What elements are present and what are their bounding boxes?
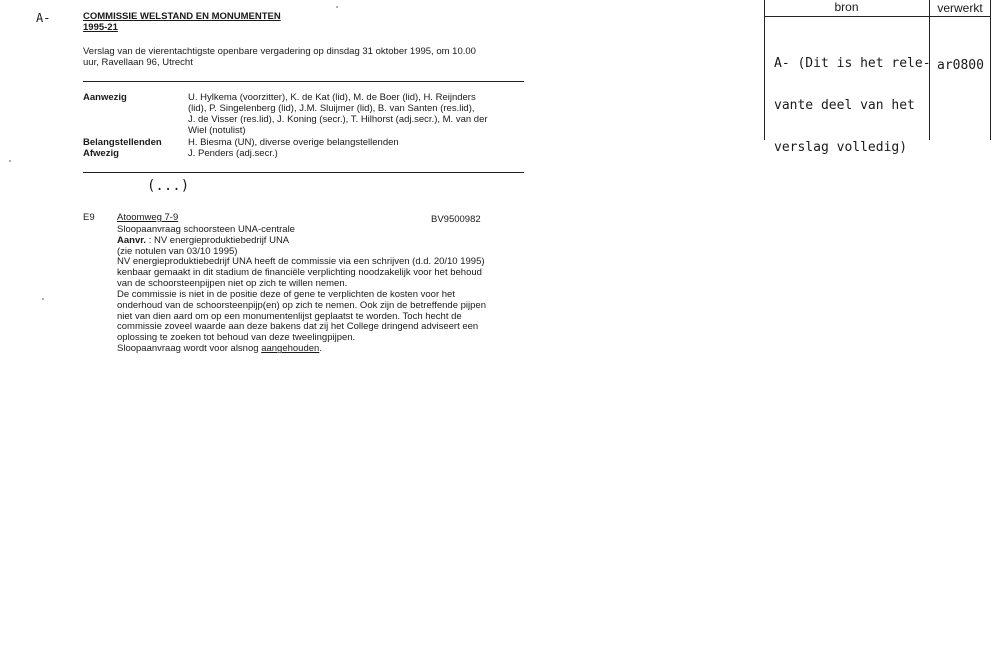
present-line: J. de Visser (res.lid), J. Koning (secr.), T. Hilhorst (adj.secr.), M. van der	[188, 114, 488, 125]
document-title: COMMISSIE WELSTAND EN MONUMENTEN	[83, 11, 281, 22]
scan-speck	[336, 6, 338, 8]
body-line: commissie zoveel waarde aan deze bakens dat zij het College dringend adviseert een	[117, 321, 479, 333]
item-subject: Sloopaanvraag schoorsteen UNA-centrale	[117, 224, 295, 235]
body-line: oplossing te zoeken tot behoud van deze tweelingpijpen.	[117, 332, 356, 344]
item-applicant	[117, 235, 289, 246]
intro-line-1: Verslag van de vierentachtigste openbare vergadering op dinsdag 31 oktober 1995, om 10.00	[83, 46, 476, 57]
processed-code: ar0800	[937, 58, 984, 73]
absent-label: Afwezig	[83, 148, 119, 159]
note-line: A- (Dit is het rele-	[774, 56, 931, 71]
item-body	[117, 257, 486, 355]
stakeholders-label: Belangstellenden	[83, 137, 162, 148]
item-code: E9	[83, 212, 95, 223]
body-line: De commissie is niet in de positie deze of gene te verplichten de kosten voor het	[117, 288, 455, 300]
item-address: Atoomweg 7-9	[117, 212, 179, 223]
note-line: verslag volledig)	[774, 140, 908, 155]
source-note	[774, 29, 931, 169]
scan-speck	[9, 160, 11, 162]
applicant-value: : NV energieproduktiebedrijf UNA	[148, 235, 290, 246]
conclusion-suffix: .	[319, 343, 322, 355]
scan-speck	[42, 298, 44, 300]
margin-mark: A-	[36, 11, 51, 25]
present-line: (lid), P. Singelenberg (lid), J.M. Sluijmer (lid), B. van Santen (res.lid),	[188, 103, 475, 114]
conclusion-line	[117, 344, 486, 355]
omission-marker: (...)	[147, 178, 190, 194]
applicant-label: Aanvr.	[117, 235, 147, 246]
present-label: Aanwezig	[83, 92, 127, 103]
table-header-line	[764, 16, 991, 17]
absent-value: J. Penders (adj.secr.)	[188, 148, 278, 159]
present-list	[188, 92, 488, 136]
column-header-source: bron	[834, 0, 859, 14]
note-line: vante deel van het	[774, 98, 915, 113]
table-right-border	[990, 0, 991, 140]
conclusion-prefix: Sloopaanvraag wordt voor alsnog	[117, 343, 262, 355]
column-header-processed: verwerkt	[937, 1, 983, 15]
document-number: 1995-21	[83, 22, 118, 33]
table-left-border	[764, 0, 765, 140]
body-line: NV energieproduktiebedrijf UNA heeft de commissie via een schrijven (d.d. 20/10 1995)	[117, 256, 485, 267]
body-line: kenbaar gemaakt in dit stadium de financiële verplichting noodzakelijk voor het behoud	[117, 266, 482, 278]
body-line: niet van dien aard om op een monumentenlijst geplaatst te worden. Toch hecht de	[117, 310, 462, 322]
body-line: onderhoud van de schoorsteenpijp(en) op zich te nemen. Ook zijn de betreffende pijpen	[117, 299, 486, 311]
body-line: van de schoorsteenpijpen niet op zich te willen nemen.	[117, 277, 348, 289]
divider-top	[83, 81, 524, 82]
stakeholders-value: H. Biesma (UN), diverse overige belangstellenden	[188, 137, 399, 148]
present-line: Wiel (notulist)	[188, 125, 246, 136]
present-line: U. Hylkema (voorzitter), K. de Kat (lid), M. de Boer (lid), H. Reijnders	[188, 92, 476, 103]
intro-line-2: uur, Ravellaan 96, Utrecht	[83, 57, 193, 68]
divider-bottom	[83, 172, 524, 173]
note-reference: (zie notulen van 03/10 1995)	[117, 246, 238, 257]
conclusion-decision: aangehouden	[261, 343, 320, 355]
item-reference: BV9500982	[431, 214, 481, 225]
